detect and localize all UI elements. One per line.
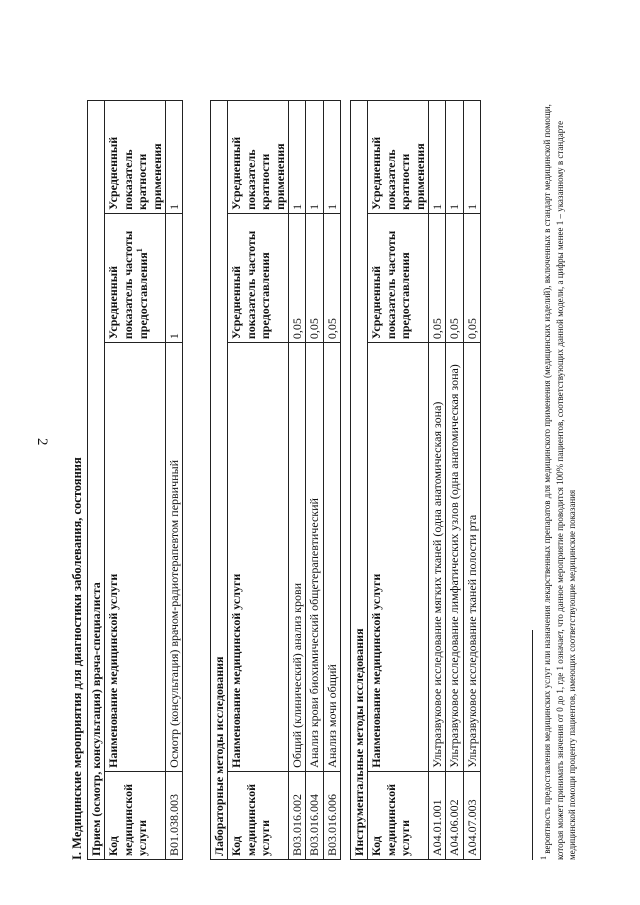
cell-frequency: 0,05 [323, 213, 340, 342]
cell-multiplicity: 1 [165, 101, 182, 214]
cell-code: B03.016.004 [306, 771, 323, 859]
section-title: I. Медицинские мероприятия для диагностики заболевания, состояния [70, 457, 84, 860]
instrumental-table [350, 100, 481, 860]
header-code: Код медицинской услуги [368, 771, 429, 859]
header-frequency: Усредненный показатель частоты предоставления [368, 213, 429, 342]
group-title-instrumental: Инструментальные методы исследования [351, 101, 368, 860]
cell-name: Осмотр (консультация) врачом-радиотерапевтом первичный [165, 343, 182, 772]
cell-name: Ультразвуковое исследование тканей полости рта [463, 343, 480, 772]
footnote-separator [532, 630, 533, 860]
cell-multiplicity: 1 [306, 101, 323, 214]
table-row [323, 101, 340, 860]
cell-multiplicity: 1 [288, 101, 305, 214]
table-row [288, 101, 305, 860]
cell-code: B01.038.003 [165, 771, 182, 859]
header-frequency: Усредненный показатель частоты предоставления [228, 213, 289, 342]
cell-multiplicity: 1 [428, 101, 445, 214]
table-header-row [105, 101, 166, 860]
consultation-table [87, 100, 183, 860]
table-row [306, 101, 323, 860]
footnote-text: вероятность предоставления медицинских услуг или назначения лекарственных препаратов для медицинского применения (медицинских изделий), включенных в стандарт медицинской помощи, которая может принимать значения от 0 до 1, где 1 означает, что данное мероприятие проводится 100% пациентов, соответствующих данной модели, а цифры менее 1 – указанному в стандарте медицинской помощи проценту пациентов, имеющих соответствующие медицинские показания [542, 104, 578, 860]
header-name: Наименование медицинской услуги [105, 343, 166, 772]
laboratory-table [210, 100, 341, 860]
table-row [165, 101, 182, 860]
cell-code: B03.016.006 [323, 771, 340, 859]
footnote [538, 100, 579, 860]
cell-code: A04.06.002 [446, 771, 463, 859]
table-row [428, 101, 445, 860]
cell-code: A04.01.001 [428, 771, 445, 859]
header-multiplicity: Усредненный показатель кратности применения [368, 101, 429, 214]
page-number: 2 [34, 438, 50, 446]
cell-multiplicity: 1 [323, 101, 340, 214]
header-name: Наименование медицинской услуги [228, 343, 289, 772]
header-code: Код медицинской услуги [105, 771, 166, 859]
rotated-page-content [70, 30, 630, 860]
cell-frequency: 0,05 [428, 213, 445, 342]
cell-frequency: 0,05 [288, 213, 305, 342]
cell-name: Анализ крови биохимический общетерапевтический [306, 343, 323, 772]
cell-frequency: 0,05 [446, 213, 463, 342]
cell-name: Общий (клинический) анализ крови [288, 343, 305, 772]
table-header-row [228, 101, 289, 860]
cell-name: Ультразвуковое исследование мягких тканей (одна анатомическая зона) [428, 343, 445, 772]
cell-name: Ультразвуковое исследование лимфатических узлов (одна анатомическая зона) [446, 343, 463, 772]
header-name: Наименование медицинской услуги [368, 343, 429, 772]
cell-code: B03.016.002 [288, 771, 305, 859]
cell-frequency: 0,05 [306, 213, 323, 342]
cell-multiplicity: 1 [463, 101, 480, 214]
cell-name: Анализ мочи общий [323, 343, 340, 772]
group-title-laboratory: Лабораторные методы исследования [211, 101, 228, 860]
table-header-row [368, 101, 429, 860]
table-row [446, 101, 463, 860]
header-code: Код медицинской услуги [228, 771, 289, 859]
group-title-consultation: Прием (осмотр, консультация) врача-специалиста [88, 101, 105, 860]
cell-frequency: 1 [165, 213, 182, 342]
cell-multiplicity: 1 [446, 101, 463, 214]
cell-frequency: 0,05 [463, 213, 480, 342]
footnote-mark: 1 [135, 248, 145, 253]
table-row [463, 101, 480, 860]
header-frequency: Усредненный показатель частоты предоставления$^1$ [105, 213, 166, 342]
header-multiplicity: Усредненный показатель кратности применения [228, 101, 289, 214]
footnote-mark: 1 [539, 856, 548, 860]
cell-code: A04.07.003 [463, 771, 480, 859]
header-multiplicity: Усредненный показатель кратности применения [105, 101, 166, 214]
